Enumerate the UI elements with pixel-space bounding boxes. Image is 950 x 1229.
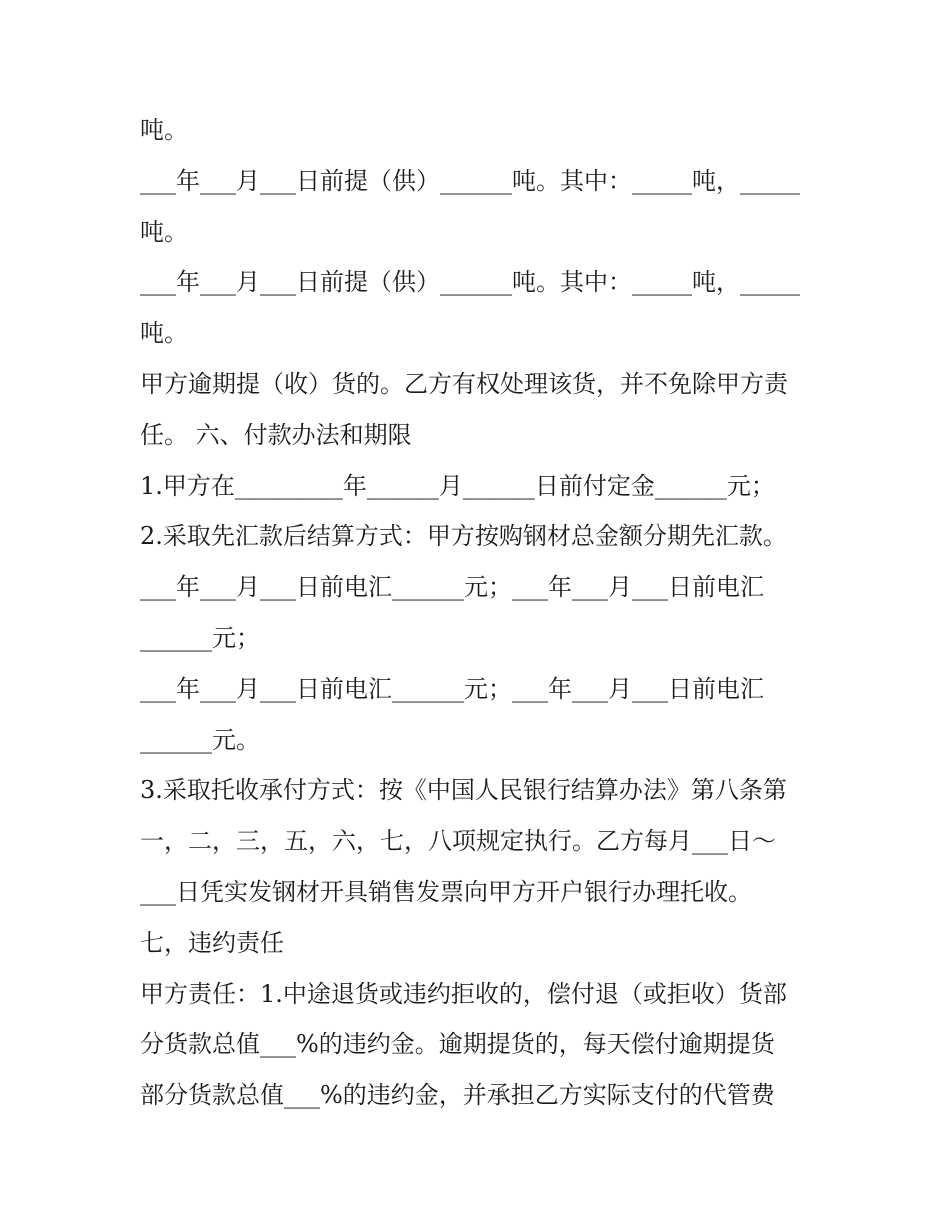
contract-text: [140, 105, 812, 1121]
text-line: ______元。: [140, 725, 260, 754]
text-line: ______元；: [140, 623, 260, 652]
text-line: 1.甲方在_________年______月______日前付定金______元；: [140, 471, 775, 500]
text-line: ___年___月___日前电汇______元；___年___月___日前电汇: [140, 573, 764, 602]
text-line: ___年___月___日前提（供）______吨。其中：_____吨，_____: [140, 166, 800, 195]
text-line: 部分货款总值___%的违约金，并承担乙方实际支付的代管费: [140, 1081, 775, 1110]
text-line: 一，二，三，五，六，七，八项规定执行。乙方每月___日～: [140, 827, 776, 856]
text-line: 2.采取先汇款后结算方式：甲方按购钢材总金额分期先汇款。: [140, 522, 787, 551]
section-heading-payment: 任。 六、付款办法和期限: [140, 420, 412, 449]
section-heading-liability: 七，违约责任: [140, 928, 284, 957]
text-line: 吨。: [140, 217, 188, 246]
text-line: 甲方责任：1.中途退货或违约拒收的，偿付退（或拒收）货部: [140, 979, 787, 1008]
text-line: ___日凭实发钢材开具销售发票向甲方开户银行办理托收。: [140, 877, 752, 906]
text-line: 3.采取托收承付方式：按《中国人民银行结算办法》第八条第: [140, 776, 787, 805]
text-line: 吨。: [140, 319, 188, 348]
text-line: ___年___月___日前提（供）______吨。其中：_____吨，_____: [140, 268, 800, 297]
text-line: 吨。: [140, 116, 188, 144]
text-line: 分货款总值___%的违约金。逾期提货的，每天偿付逾期提货: [140, 1030, 775, 1059]
text-line: ___年___月___日前电汇______元；___年___月___日前电汇: [140, 674, 764, 703]
text-line: 甲方逾期提（收）货的。乙方有权处理该货，并不免除甲方责: [140, 369, 788, 398]
